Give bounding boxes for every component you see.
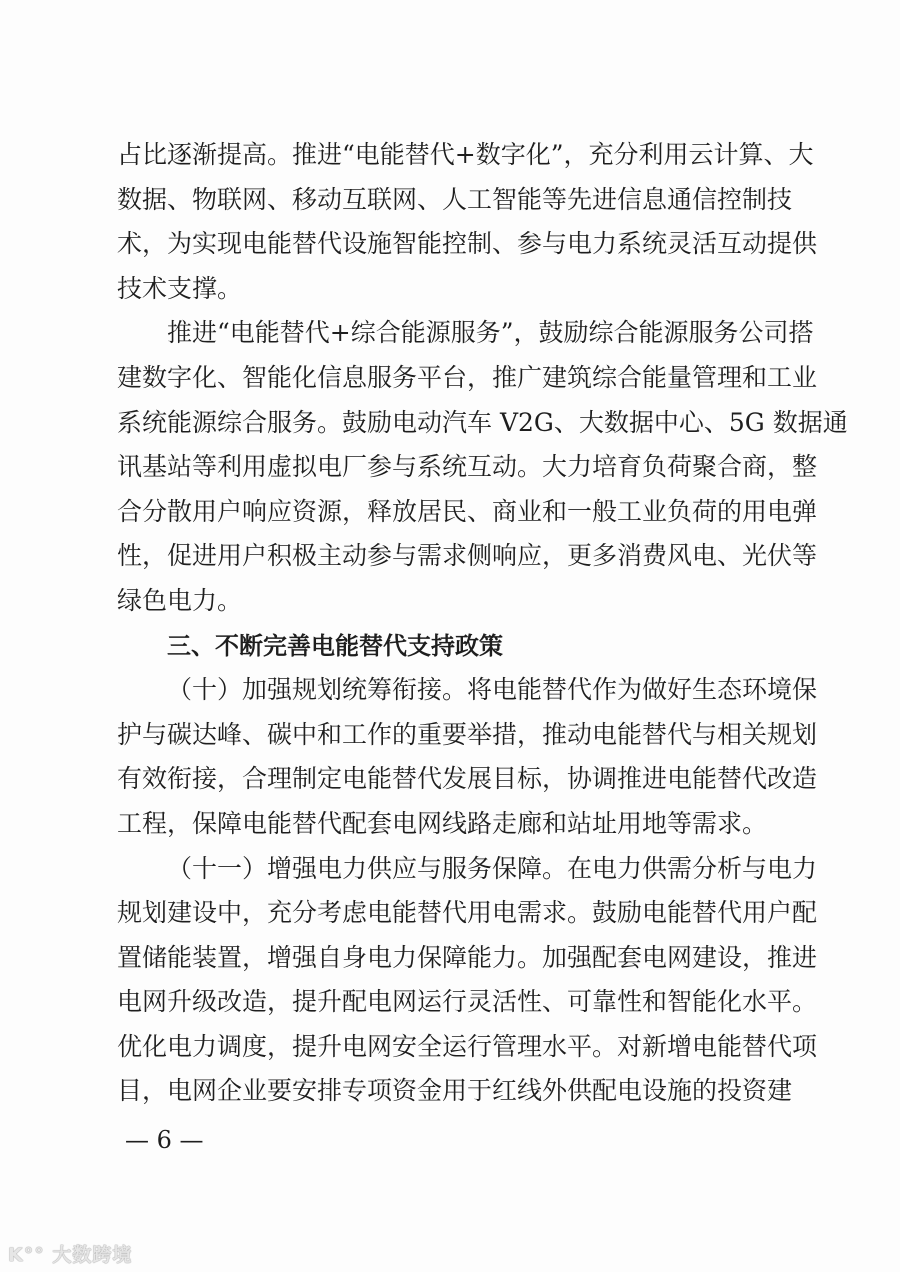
text-line: 技术支撑。 — [117, 273, 243, 303]
text-line: 电网升级改造，提升配电网运行灵活性、可靠性和智能化水平。 — [117, 987, 818, 1017]
text-line: 护与碳达峰、碳中和工作的重要举措，推动电能替代与相关规划 — [117, 719, 818, 749]
text-line: 讯基站等利用虚拟电厂参与系统互动。大力培育负荷聚合商，整 — [117, 452, 818, 482]
section-heading: 三、不断完善电能替代支持政策 — [167, 631, 503, 660]
text-line: 有效衔接，合理制定电能替代发展目标，协调推进电能替代改造 — [117, 764, 818, 794]
text-line: 数据、物联网、移动互联网、人工智能等先进信息通信控制技 — [117, 184, 793, 214]
text-line: 占比逐渐提高。推进“电能替代+数字化”，充分利用云计算、大 — [117, 140, 814, 169]
page-number: — 6 — — [125, 1126, 204, 1154]
text-line: 置储能装置，增强自身电力保障能力。加强配套电网建设，推进 — [117, 942, 818, 972]
text-line: （十一）增强电力供应与服务保障。在电力供需分析与电力 — [167, 853, 818, 883]
text-line: 合分散用户响应资源，释放居民、商业和一般工业负荷的用电弹 — [117, 496, 818, 526]
text-line: （十）加强规划统筹衔接。将电能替代作为做好生态环境保 — [167, 675, 818, 705]
text-line: 术，为实现电能替代设施智能控制、参与电力系统灵活互动提供 — [117, 229, 818, 259]
text-line: 推进“电能替代+综合能源服务”，鼓励综合能源服务公司搭 — [167, 318, 814, 348]
text-line: 建数字化、智能化信息服务平台，推广建筑综合能量管理和工业 — [117, 362, 818, 392]
text-line: 性，促进用户积极主动参与需求侧响应，更多消费风电、光伏等 — [117, 541, 818, 571]
text-line: 绿色电力。 — [117, 585, 243, 615]
document-body — [117, 133, 848, 1114]
text-line: 规划建设中，充分考虑电能替代用电需求。鼓励电能替代用户配 — [117, 898, 818, 928]
watermark-logo: K°° 大数跨境 — [8, 1244, 133, 1266]
text-line: 工程，保障电能替代配套电网线路走廊和站址用地等需求。 — [117, 808, 768, 838]
text-line: 目，电网企业要安排专项资金用于红线外供配电设施的投资建 — [117, 1076, 793, 1106]
text-line: 系统能源综合服务。鼓励电动汽车 V2G、大数据中心、5G 数据通 — [117, 407, 848, 437]
text-line: 优化电力调度，提升电网安全运行管理水平。对新增电能替代项 — [117, 1031, 818, 1061]
